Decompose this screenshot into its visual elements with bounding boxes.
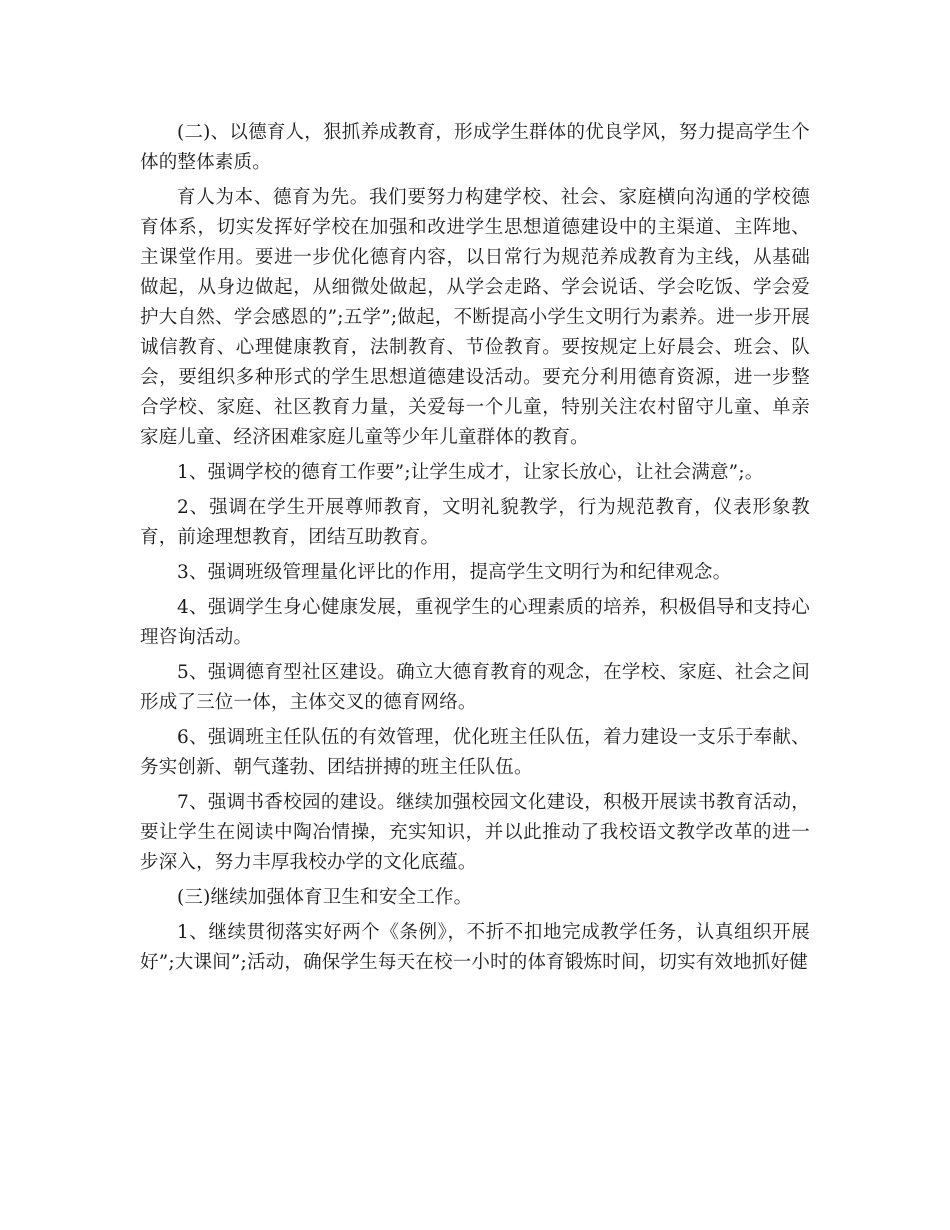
list-item-3: 3、强调班级管理量化评比的作用，提高学生文明行为和纪律观念。 <box>177 562 732 583</box>
list-item-5: 5、强调德育型社区建设。确立大德育教育的观念，在学校、家庭、社会之间形成了三位一体，主体交叉的德育网络。 <box>140 662 810 713</box>
list-item-sports-1: 1、继续贯彻落实好两个《条例》，不折不扣地完成教学任务，认真组织开展好”;大课间”;活动，确保学生每天在校一小时的体育锻炼时间，切实有效地抓好健 <box>140 922 810 973</box>
list-item-4: 4、强调学生身心健康发展，重视学生的心理素质的培养，积极倡导和支持心理咨询活动。 <box>140 597 810 648</box>
list-item-1: 1、强调学校的德育工作要”;让学生成才，让家长放心，让社会满意”;。 <box>177 462 764 483</box>
list-item-7: 7、强调书香校园的建设。继续加强校园文化建设，积极开展读书教育活动，要让学生在阅读中陶冶情操，充实知识，并以此推动了我校语文教学改革的进一步深入，努力丰厚我校办学的文化底蕴。 <box>140 792 810 873</box>
section-heading-moral-education: (二)、以德育人，狠抓养成教育，形成学生群体的优良学风，努力提高学生个体的整体素质。 <box>140 122 810 173</box>
document-page <box>140 118 810 983</box>
list-item-6: 6、强调班主任队伍的有效管理，优化班主任队伍，着力建设一支乐于奉献、务实创新、朝气蓬勃、团结拼搏的班主任队伍。 <box>140 727 810 778</box>
list-item-2: 2、强调在学生开展尊师教育，文明礼貌教学，行为规范教育，仪表形象教育，前途理想教育，团结互助教育。 <box>140 497 810 548</box>
body-paragraph-moral-system: 育人为本、德育为先。我们要努力构建学校、社会、家庭横向沟通的学校德育体系，切实发挥好学校在加强和改进学生思想道德建设中的主渠道、主阵地、主课堂作用。要进一步优化德育内容，以日常行为规范养成教育为主线，从基础做起，从身边做起，从细微处做起，从学会走路、学会说话、学会吃饭、学会爱护大自然、学会感恩的”;五学”;做起，不断提高小学生文明行为素养。进一步开展诚信教育、心理健康教育，法制教育、节俭教育。要按规定上好晨会、班会、队会，要组织多种形式的学生思想道德建设活动。要充分利用德育资源，进一步整合学校、家庭、社区教育力量，关爱每一个儿童，特别关注农村留守儿童、单亲家庭儿童、经济困难家庭儿童等少年儿童群体的教育。 <box>140 187 810 448</box>
section-heading-sports-safety: (三)继续加强体育卫生和安全工作。 <box>177 887 473 908</box>
